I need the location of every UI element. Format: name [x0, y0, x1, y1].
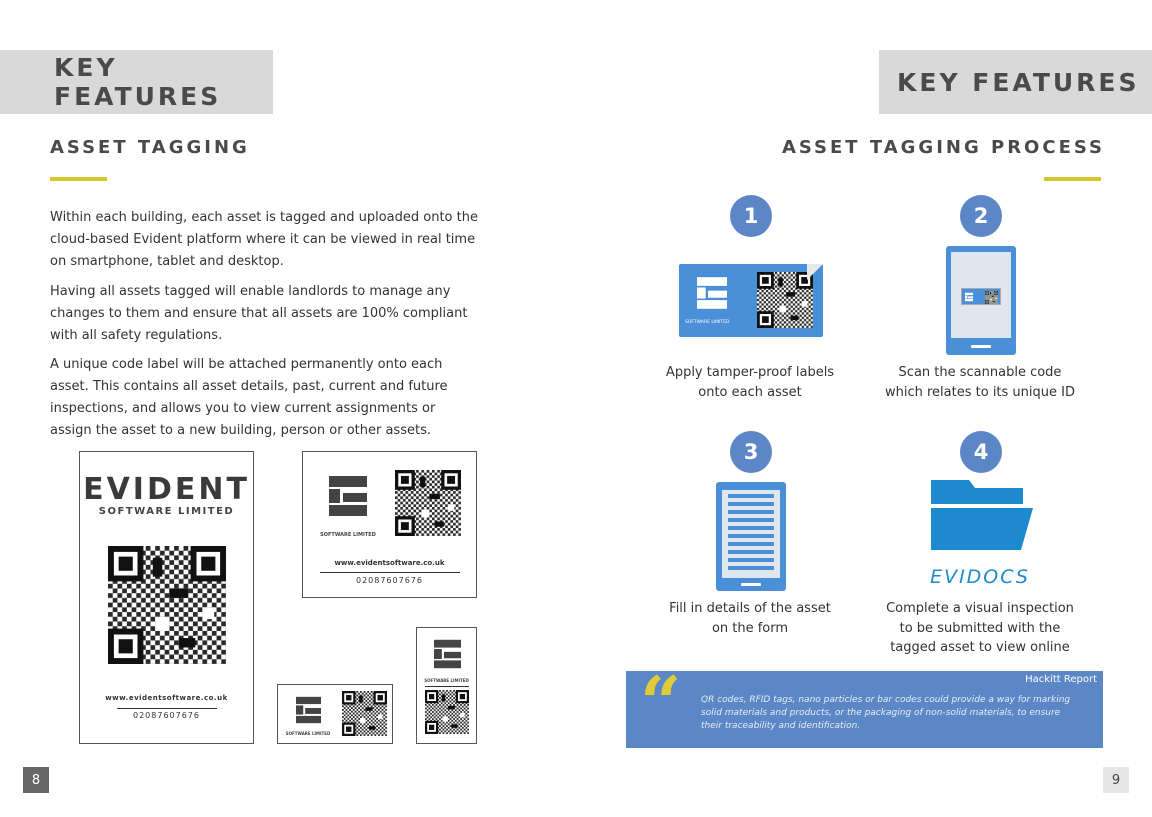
- step-4-text: Complete a visual inspection to be submitted with the tagged asset to view online: [886, 601, 1074, 655]
- quote-box: [626, 660, 1103, 748]
- tablet-icon: [716, 482, 786, 591]
- tamper-proof-label-icon: [679, 264, 823, 337]
- brand-subtitle: SOFTWARE LIMITED: [285, 731, 331, 736]
- step-1-text: Apply tamper-proof labels onto each asset: [665, 365, 835, 400]
- section-title: ASSET TAGGING: [50, 137, 250, 158]
- key-features-heading: KEY FEATURES: [54, 53, 222, 111]
- qr-code-icon: [425, 690, 469, 734]
- step-1-number: 1: [730, 195, 772, 237]
- brand-subtitle: SOFTWARE LIMITED: [98, 506, 235, 517]
- phone-text: 02087607676: [356, 576, 423, 585]
- quote-text: QR codes, RFID tags, nano particles or bar codes could provide a way for marking solid materials and products, or the packaging of non-solid materials, to ensure their traceability and identification.: [701, 695, 1071, 731]
- qr-code-icon: [342, 691, 387, 736]
- page-number: 8: [23, 767, 49, 793]
- step-2-number: 2: [960, 195, 1002, 237]
- phone-icon: [946, 246, 1016, 355]
- evident-logo-icon: [434, 636, 461, 672]
- form-line: [728, 502, 774, 506]
- qr-code-icon: [108, 546, 226, 664]
- small-asset-label: [277, 684, 393, 744]
- step-3-text: Fill in details of the asset on the form: [669, 601, 831, 636]
- phone-text: 02087607676: [133, 711, 200, 720]
- step-3-number: 3: [730, 431, 772, 473]
- medium-asset-label: [302, 451, 477, 598]
- form-line: [728, 550, 774, 554]
- large-asset-label: [79, 451, 254, 744]
- step-4-number: 4: [960, 431, 1002, 473]
- small-asset-label: [416, 627, 477, 744]
- paragraph: Within each building, each asset is tagged and uploaded onto the cloud-based Evident platform where it can be viewed in real time on smartphone, tablet and desktop.: [50, 210, 478, 269]
- paragraph: Having all assets tagged will enable landlords to manage any changes to them and ensure that all assets are 100% compliant with all safety regulations.: [50, 284, 468, 343]
- evident-logo-icon: [296, 693, 321, 727]
- paragraph: A unique code label will be attached permanently onto each asset. This contains all asset details, past, current and future inspections, and allows you to view current assignments or assign the asset to a new building, person or other assets.: [50, 357, 448, 438]
- evident-logo-icon: EVIDENT: [83, 472, 250, 507]
- key-features-heading: KEY FEATURES: [897, 67, 1140, 97]
- label-subtitle: SOFTWARE LIMITED: [685, 320, 730, 325]
- evident-logo-icon: [329, 470, 367, 522]
- quote-icon: “: [640, 660, 682, 745]
- brand-subtitle: SOFTWARE LIMITED: [320, 532, 376, 538]
- title-underline: [50, 177, 107, 181]
- form-line: [728, 566, 774, 570]
- folder-icon: [929, 478, 1035, 552]
- step-2-text: Scan the scannable code which relates to its unique ID: [885, 365, 1075, 400]
- form-line: [728, 518, 774, 522]
- page-number: 9: [1103, 767, 1129, 793]
- form-line: [728, 558, 774, 562]
- qr-code-icon: [395, 470, 461, 536]
- form-line: [728, 534, 774, 538]
- website-text: www.evidentsoftware.co.uk: [105, 694, 228, 702]
- brand-subtitle: SOFTWARE LIMITED: [424, 678, 469, 683]
- form-line: [728, 510, 774, 514]
- website-text: www.evidentsoftware.co.uk: [334, 559, 445, 567]
- key-features-tab: [879, 50, 1152, 114]
- form-line: [728, 494, 774, 498]
- key-features-tab: [0, 50, 273, 114]
- evidocs-logo: EVIDOCS: [930, 566, 1030, 588]
- section-title: ASSET TAGGING PROCESS: [781, 137, 1105, 158]
- form-line: [728, 542, 774, 546]
- title-underline: [1044, 177, 1101, 181]
- quote-source: Hackitt Report: [1025, 674, 1097, 685]
- form-line: [728, 526, 774, 530]
